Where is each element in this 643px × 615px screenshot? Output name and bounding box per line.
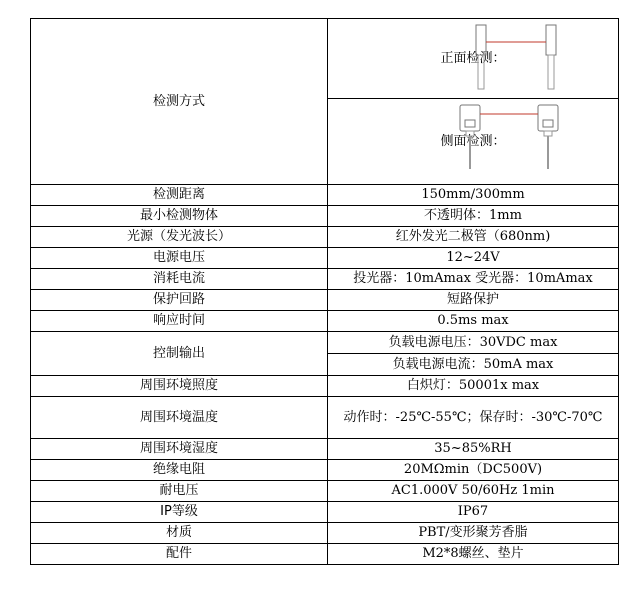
table-row [31,290,619,311]
row-value: M2*8螺丝、垫片 [328,544,619,565]
row-value: 动作时：-25℃-55℃；保存时：-30℃-70℃ [328,397,619,439]
table-row [31,332,619,354]
front-detection-diagram-icon [474,23,560,93]
row-label: 最小检测物体 [31,206,328,227]
table-row [31,397,619,439]
table-row [31,227,619,248]
row-value: AC1.000V 50/60Hz 1min [328,481,619,502]
row-label: 响应时间 [31,311,328,332]
row-label: 耐电压 [31,481,328,502]
table-row [31,460,619,481]
control-output-voltage: 负载电源电压：30VDC max [328,332,619,354]
row-value: 35~85%RH [328,439,619,460]
table-row [31,269,619,290]
row-value: 12~24V [328,248,619,269]
row-label: 周围环境湿度 [31,439,328,460]
row-label: 电源电压 [31,248,328,269]
side-detection-caption: 侧面检测： [440,133,506,149]
row-value: 不透明体：1mm [328,206,619,227]
row-value: PBT/变形聚芳香脂 [328,523,619,544]
table-row [31,311,619,332]
row-value: 短路保护 [328,290,619,311]
row-label: 检测距离 [31,185,328,206]
table-row [31,248,619,269]
front-detection-cell [328,19,619,99]
row-label: 绝缘电阻 [31,460,328,481]
table-row [31,376,619,397]
row-value: 20MΩmin（DC500V) [328,460,619,481]
table-row [31,502,619,523]
control-output-current: 负载电源电流：50mA max [328,354,619,376]
table-row [31,544,619,565]
row-label: 周围环境照度 [31,376,328,397]
row-value: 红外发光二极管（680nm) [328,227,619,248]
control-output-label: 控制输出 [31,332,328,376]
row-label: IP等级 [31,502,328,523]
table-row [31,439,619,460]
detection-method-label: 检测方式 [31,19,328,185]
row-value: 150mm/300mm [328,185,619,206]
front-detection-caption: 正面检测： [440,50,506,66]
table-row [31,523,619,544]
table-row [31,206,619,227]
row-label: 周围环境温度 [31,397,328,439]
side-detection-diagram-icon [458,103,564,173]
row-value: 0.5ms max [328,311,619,332]
row-label: 光源（发光波长） [31,227,328,248]
table-row [31,481,619,502]
side-detection-cell [328,99,619,185]
row-value: 白炽灯：50001x max [328,376,619,397]
table-row [31,185,619,206]
row-value: 投光器：10mAmax 受光器：10mAmax [328,269,619,290]
row-label: 配件 [31,544,328,565]
row-value: IP67 [328,502,619,523]
spec-table [30,18,619,565]
row-label: 保护回路 [31,290,328,311]
row-label: 消耗电流 [31,269,328,290]
row-label: 材质 [31,523,328,544]
